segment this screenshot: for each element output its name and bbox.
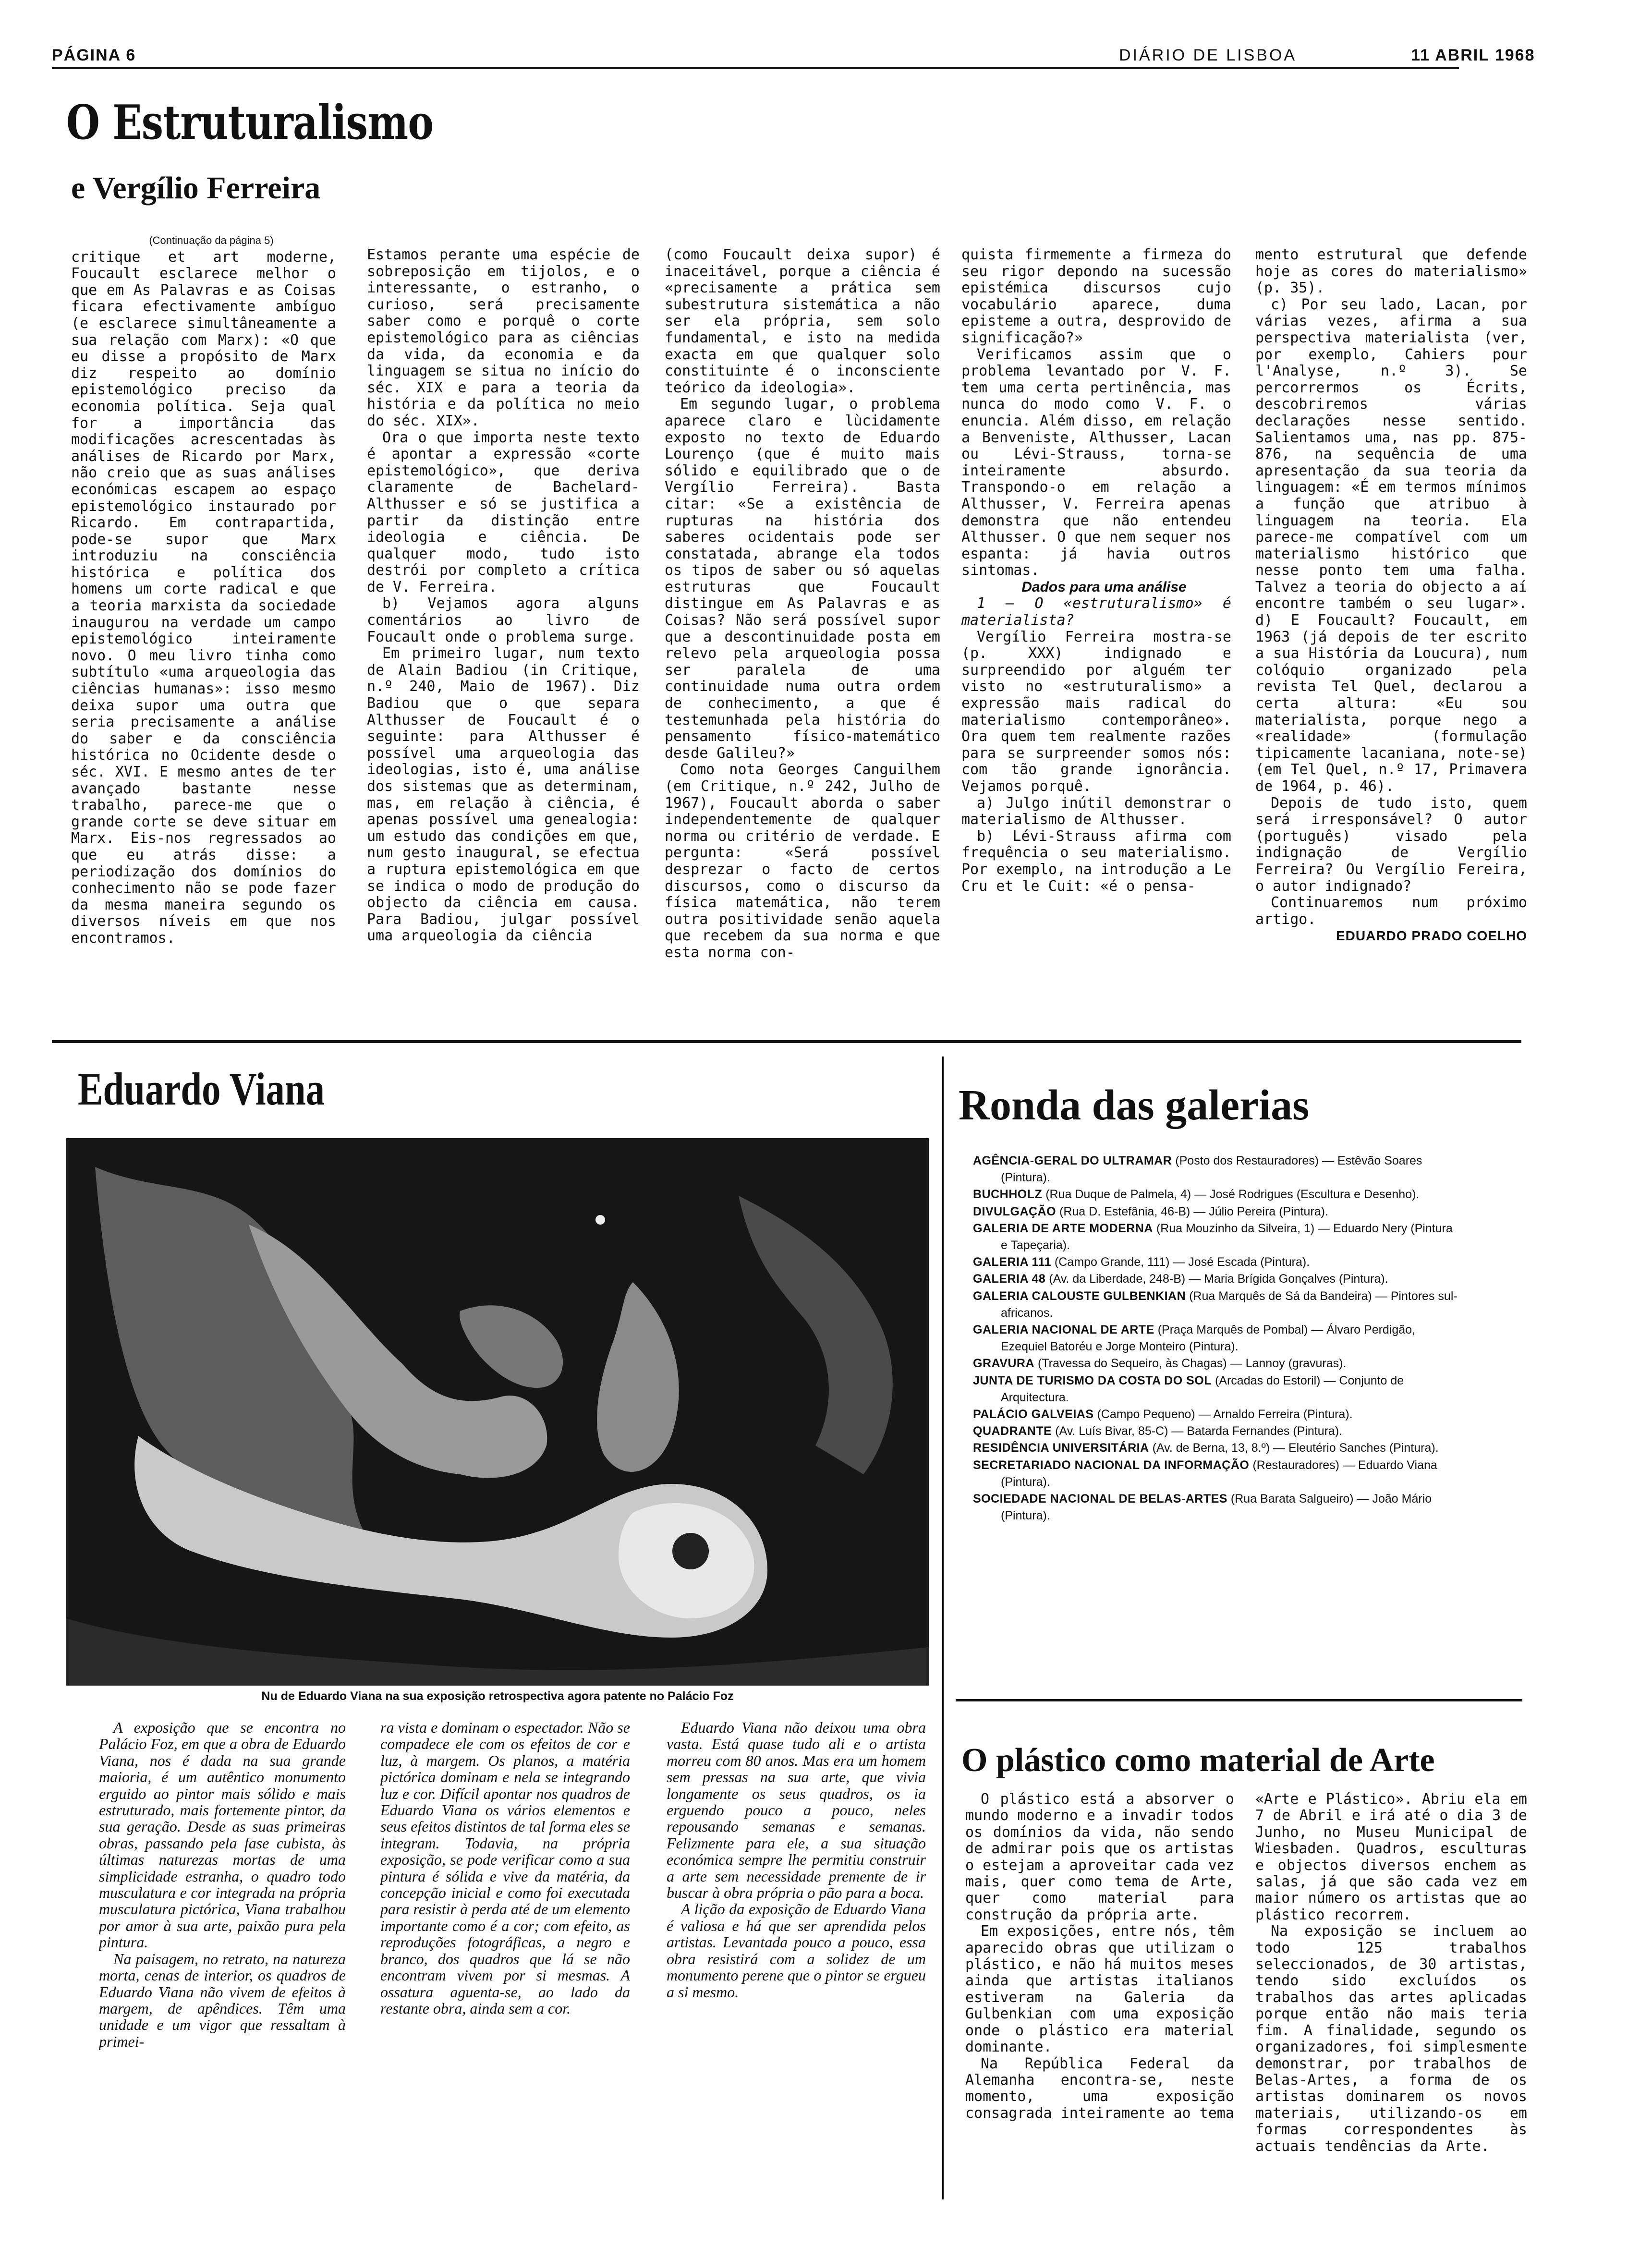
paragraph: Em segundo lugar, o problema aparece claro e lùcidamente exposto no texto de Eduardo Lourenço (que é muito mais sólido e equilibrado que o de Vergílio Ferreira). Basta citar: «Se a existência de rupturas na história dos saberes ocidentais pode ser constatada, abrange ela todos os tipos de saber ou só aquelas estruturas que Foucault distingue em As Palavras e as Coisas? Não será possível supor que a descontinuidade posta em relevo pela arqueologia possa ser paralela de uma continuidade numa outra ordem de conhecimento, a que é testemunhada pela história do pensamento físico-matemático desde Galileu?»	[665, 396, 940, 762]
article-column-2	[367, 247, 640, 996]
page-number: PÁGINA 6	[52, 46, 136, 64]
paragraph: Na República Federal da Alemanha encontra-se, neste momento, uma exposição consagrada inteiramente ao tema	[965, 2055, 1234, 2122]
painting-nude-image	[66, 1138, 929, 1686]
paragraph: Ora o que importa neste texto é apontar a expressão «corte epistemológico», que deriva claramente de Bachelard-Althusser e só se justifica a partir da distinção entre ideologia e ciência. De qualquer modo, tudo isto destrói por completo a crítica de V. Ferreira.	[367, 429, 640, 595]
paragraph: Verificamos assim que o problema levantado por V. F. tem uma certa pertinência, mas nunca do modo como V. F. o enuncia. Além disso, em relação a Benveniste, Althusser, Lacan ou Lévi-Strauss, torna-se inteiramente absurdo. Transpondo-o em relação a Althusser, V. Ferreira apenas demonstra que não entendeu Althusser. O que nem sequer nos espanta: já havia outros sintomas.	[961, 346, 1231, 579]
gallery-item: JUNTA DE TURISMO DA COSTA DO SOL (Arcadas do Estoril) — Conjunto de Arquitectura.	[973, 1373, 1404, 1404]
galleries-list	[973, 1153, 1462, 1524]
section-divider	[52, 1040, 1521, 1043]
continuation-note: (Continuação da página 5)	[149, 234, 274, 246]
vertical-column-rule	[942, 1057, 944, 2199]
painting-photo	[66, 1138, 929, 1686]
article-column-3	[665, 247, 940, 996]
photo-caption: Nu de Eduardo Viana na sua exposição retrospectiva agora patente no Palácio Foz	[261, 1689, 734, 1703]
paragraph: «Arte e Plástico». Abriu ela em 7 de Abril e irá até o dia 3 de Junho, no Museu Municipal de Wiesbaden. Quadros, esculturas e objectos diversos enchem as salas, já que são cada vez em maior número os artistas que ao plástico recorrem.	[1255, 1791, 1527, 1923]
article-column-2	[1255, 1791, 1527, 2214]
article-column-1	[99, 1719, 346, 2132]
paragraph: Em exposições, entre nós, têm aparecido obras que utilizam o plástico, e não há muitos meses ainda que artistas italianos estiveram na Galeria da Gulbenkian com uma exposição onde o plástico era material dominante.	[965, 1923, 1234, 2056]
gallery-item: SECRETARIADO NACIONAL DA INFORMAÇÃO (Restauradores) — Eduardo Viana (Pintura).	[973, 1458, 1437, 1489]
article-column-1	[71, 232, 336, 997]
article-column-3	[667, 1719, 926, 2132]
article-column-2	[380, 1719, 630, 2132]
paragraph: A lição da exposição de Eduardo Viana é valiosa e há que ser aprendida pelos artistas. Levantada pouco a pouco, essa obra resistirá com a solidez de um monumento perene que o pintor se ergueu a si mesmo.	[667, 1900, 926, 2001]
paragraph: A exposição que se encontra no Palácio Foz, em que a obra de Eduardo Viana, nos é dada na sua grande maioria, é um autêntico monumento erguido ao pintor mais sólido e mais estruturado, mais fortemente pintor, da sua geração. Desde as suas primeiras obras, passando pela fase cubista, às últimas naturezas mortas de uma simplicidade estranha, o quadro todo musculatura e cor integrada na própria musculatura pictórica, Viana trabalhou por amor à sua arte, paixão pura pela pintura.	[99, 1719, 346, 1951]
gallery-item: BUCHHOLZ (Rua Duque de Palmela, 4) — José Rodrigues (Escultura e Desenho).	[973, 1188, 1420, 1202]
article-subtitle: e Vergílio Ferreira	[71, 170, 321, 206]
paragraph: mento estrutural que defende hoje as cores do materialismo» (p. 35).	[1255, 247, 1527, 297]
article-title: O plástico como material de Arte	[961, 1742, 1435, 1779]
gallery-item: GALERIA DE ARTE MODERNA (Rua Mouzinho da Silveira, 1) — Eduardo Nery (Pintura e Tapeçaria).	[973, 1221, 1453, 1252]
section-subheading: Dados para uma análise	[1021, 579, 1187, 595]
paragraph: critique et art moderne, Foucault esclarece melhor o que em As Palavras e as Coisas ficara efectivamente ambíguo (e esclarece simultâneamente a sua relação com Marx): «O que eu disse a propósito de Marx diz respeito ao domínio epistemológico preciso da economia política. Seja qual for a importância das modificações acrescentadas às análises de Ricardo por Marx, não creio que as suas análises económicas escapem ao espaço epistemológico instaurado por Ricardo. Em contrapartida, pode-se supor que Marx introduziu na consciência histórica e política dos homens um corte radical e que a teoria marxista da sociedade inaugurou na verdade um campo epistemológico inteiramente novo. O meu livro tinha como subtítulo «uma arqueologia das ciências humanas»: isso mesmo deixa supor uma outra que seria precisamente a análise do saber e da consciência histórica no Ocidente desde o séc. XVI. E mesmo antes de ter avançado bastante nesse trabalho, parece-me que o grande corte se deve situar em Marx. Eis-nos regressados ao que eu atrás disse: a periodização dos domínios do conhecimento não se pode fazer da mesma maneira segundo os diversos níveis em que nos encontramos.	[71, 248, 336, 947]
gallery-item: RESIDÊNCIA UNIVERSITÁRIA (Av. de Berna, 13, 8.º) — Eleutério Sanches (Pintura).	[973, 1441, 1439, 1455]
paragraph: a) Julgo inútil demonstrar o materialismo de Althusser.	[961, 794, 1231, 828]
section-divider	[956, 1699, 1522, 1701]
paragraph: b) Lévi-Strauss afirma com frequência o seu materialismo. Por exemplo, na introdução a Le Cru et le Cuit: «é o pensa-	[961, 827, 1231, 895]
article-column-5	[1255, 247, 1527, 996]
gallery-item: GALERIA CALOUSTE GULBENKIAN (Rua Marquês de Sá da Bandeira) — Pintores sul-africanos.	[973, 1289, 1458, 1320]
gallery-item: GRAVURA (Travessa do Sequeiro, às Chagas) — Lannoy (gravuras).	[973, 1357, 1347, 1371]
gallery-item: GALERIA NACIONAL DE ARTE (Praça Marquês de Pombal) — Álvaro Perdigão, Ezequiel Batoréu e Jorge Monteiro (Pintura).	[973, 1323, 1416, 1354]
paragraph: Na exposição se incluem ao todo 125 trabalhos seleccionados, de 30 artistas, tendo sido excluídos os trabalhos das artes aplicadas porque então não mais teria fim. A finalidade, segundo os organizadores, foi simplesmente demonstrar, por trabalhos de Belas-Artes, a forma de os artistas dominarem os novos materiais, utilizando-os em formas correspondentes às actuais tendências da Arte.	[1255, 1923, 1527, 2155]
gallery-item: PALÁCIO GALVEIAS (Campo Pequeno) — Arnaldo Ferreira (Pintura).	[973, 1408, 1353, 1421]
gallery-item: SOCIEDADE NACIONAL DE BELAS-ARTES (Rua Barata Salgueiro) — João Mário (Pintura).	[973, 1492, 1432, 1523]
galleries-title: Ronda das galerias	[959, 1081, 1310, 1129]
gallery-item: GALERIA 48 (Av. da Liberdade, 248-B) — Maria Brígida Gonçalves (Pintura).	[973, 1272, 1388, 1286]
gallery-item: AGÊNCIA-GERAL DO ULTRAMAR (Posto dos Restauradores) — Estêvão Soares (Pintura).	[973, 1154, 1422, 1185]
gallery-item: DIVULGAÇÃO (Rua D. Estefânia, 46-B) — Júlio Pereira (Pintura).	[973, 1204, 1328, 1218]
article-title: O Estruturalismo	[66, 95, 434, 150]
author-signature: EDUARDO PRADO COELHO	[1336, 928, 1527, 944]
paragraph: Em primeiro lugar, num texto de Alain Badiou (in Critique, n.º 240, Maio de 1967). Diz Badiou que o que separa Althusser de Foucault é o seguinte: para Althusser é possível uma arqueologia das ideologias, isto é, uma análise dos sistemas que as determinam, mas, em relação à ciência, é apenas possível uma genealogia: um estudo das condições em que, num gesto inaugural, se efectua a ruptura epistemológica em que se indica o modo de produção do objecto da ciência em causa. Para Badiou, julgar possível uma arqueologia da ciência	[367, 645, 640, 945]
paragraph: (como Foucault deixa supor) é inaceitável, porque a ciência é «precisamente a prática sem subestrutura sistemática a não ser ela própria, sem solo fundamental, e isto na medida exacta em que qualquer solo constituinte é o inconsciente teórico da ideologia».	[665, 247, 940, 396]
article-title: Eduardo Viana	[78, 1063, 325, 1115]
paragraph: Eduardo Viana não deixou uma obra vasta. Está quase tudo ali e o artista morreu com 80 anos. Mas era um homem sem pressas na sua arte, que vivia longamente os seus quadros, os ia erguendo pouco a pouco, neles repousando semanas e semanas. Felizmente para ele, a sua situação económica sempre lhe permitiu construir a arte sem necessidade premente de ir buscar à obra própria o pão para a boca.	[667, 1719, 926, 1902]
paragraph: c) Por seu lado, Lacan, por várias vezes, afirma a sua perspectiva materialista (ver, por exemplo, Cahiers pour l'Analyse, n.º 3). Se percorrermos os Écrits, descobriremos várias declarações nesse sentido. Salientamos uma, nas pp. 875-876, na sequência de uma apresentação da sua teoria da linguagem: «É em termos mínimos a função que atribuo à linguagem na teoria. Ela parece-me compatível com um materialismo histórico que nesse ponto tem uma falha. Talvez a teoria do objecto a aí encontre também o seu lugar». d) E Foucault? Foucault, em 1963 (já depois de ter escrito a sua História da Loucura), num colóquio organizado pela revista Tel Quel, declarou a certa altura: «Eu sou materialista, porque nego a «realidade» (formulação tipicamente lacaniana, note-se) (em Tel Quel, n.º 17, Primavera de 1964, p. 46).	[1255, 296, 1527, 795]
newspaper-name: DIÁRIO DE LISBOA	[1119, 46, 1297, 64]
article-column-1	[965, 1791, 1234, 2214]
paragraph: quista firmemente a firmeza do seu rigor depondo na sucessão epistémica discursos cujo vocabulário aparece, duma episteme a outra, desprovido de significação?»	[961, 247, 1231, 346]
paragraph: b) Vejamos agora alguns comentários ao livro de Foucault onde o problema surge.	[367, 595, 640, 645]
header-rule	[52, 67, 1459, 69]
article-column-4	[961, 247, 1231, 996]
paragraph: Na paisagem, no retrato, na natureza morta, cenas de interior, os quadros de Eduardo Viana não vivem de efeitos à margem, de apêndices. Têm uma unidade e um vigor que ressaltam à primei-	[99, 1950, 346, 2050]
paragraph: Como nota Georges Canguilhem (em Critique, n.º 242, Julho de 1967), Foucault aborda o saber independentemente de qualquer norma ou critério de verdade. E pergunta: «Será possível desprezar o facto de certos discursos, como o discurso da física matemática, não terem outra positividade senão aquela que recebem da sua norma e que esta norma con-	[665, 761, 940, 961]
paragraph: 1 — O «estruturalismo» é materialista?	[961, 595, 1231, 629]
gallery-item: QUADRANTE (Av. Luís Bivar, 85-C) — Batarda Fernandes (Pintura).	[973, 1424, 1343, 1438]
paragraph: Depois de tudo isto, quem será irresponsável? O autor (português) visado pela indignação de Vergílio Ferreira? Ou Vergílio Fereira, o autor indignado?	[1255, 794, 1527, 895]
paragraph: Continuaremos num próximo artigo.	[1255, 894, 1527, 928]
paragraph: Vergílio Ferreira mostra-se (p. XXX) indignado e surpreendido por alguém ter visto no «estruturalismo» a expressão mais radical do materialismo contemporâneo». Ora quem tem realmente razões para se surpreender somos nós: com tão grande ignorância. Vejamos porquê.	[961, 628, 1231, 795]
paragraph: ra vista e dominam o espectador. Não se compadece ele com os efeitos de cor e luz, à margem. Os planos, a matéria pictórica dominam e nela se integrando luz e cor. Difícil apontar nos quadros de Eduardo Viana os vários elementos e seus efeitos distintos de tal forma eles se integram. Todavia, na própria exposição, se pode verificar como a sua pintura é sólida e vive da matéria, da concepção inicial e como foi executada para resistir à perda até de um elemento importante como é a cor; com efeito, as reproduções fotográficas, a negro e branco, dos quadros que lá se não encontram vivem por si mesmas. A ossatura aguenta-se, ao lado da restante obra, ainda sem a cor.	[380, 1719, 630, 2017]
issue-date: 11 ABRIL 1968	[1411, 46, 1535, 64]
gallery-item: GALERIA 111 (Campo Grande, 111) — José Escada (Pintura).	[973, 1255, 1310, 1269]
paragraph: Estamos perante uma espécie de sobreposição em tijolos, e o interessante, o estranho, o curioso, será precisamente saber como e porquê o corte epistemológico para as ciências da vida, da economia e da linguagem se situa no início do séc. XIX e para a teoria da história e da política no meio do séc. XIX».	[367, 247, 640, 429]
paragraph: O plástico está a absorver o mundo moderno e a invadir todos os domínios da vida, não sendo de admirar pois que os artistas o estejam a aproveitar cada vez mais, quer como tema de Arte, quer como material para construção da própria arte.	[965, 1791, 1234, 1923]
